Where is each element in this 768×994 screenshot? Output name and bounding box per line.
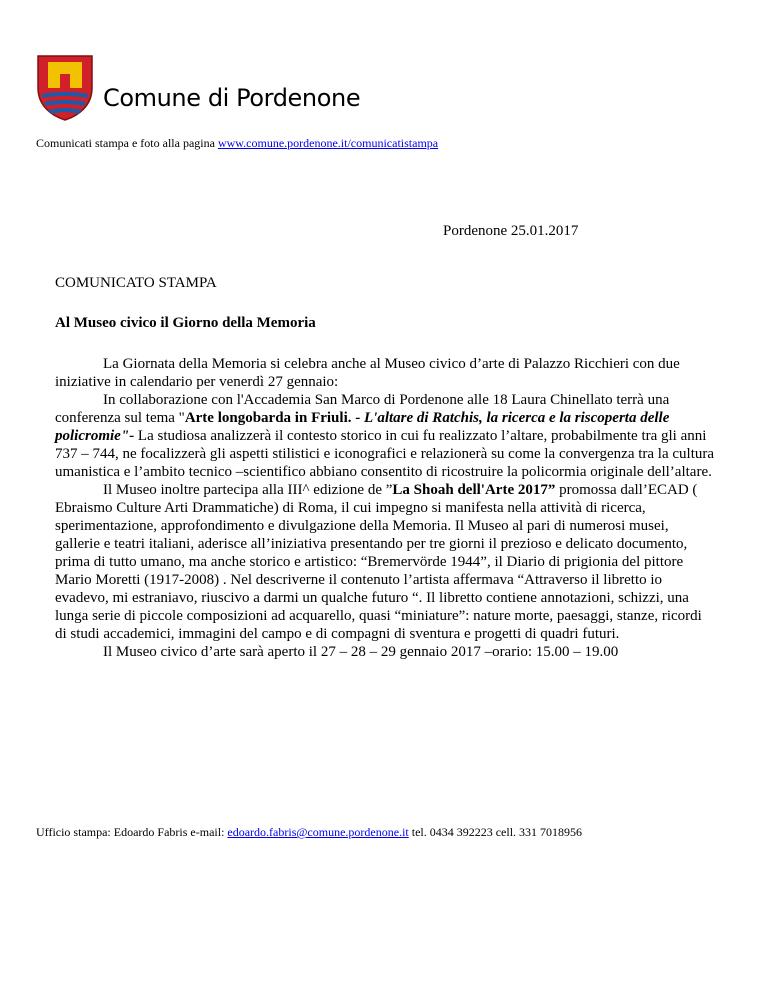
date-line: Pordenone 25.01.2017	[443, 223, 579, 239]
brand-name: Comune di Pordenone	[103, 84, 361, 112]
document-label: COMUNICATO STAMPA	[55, 275, 217, 291]
paragraph-text: Il Museo inoltre partecipa alla III^ edizione de ”	[103, 482, 393, 498]
paragraph-text: In collaborazione con l'Accademia San Marco di Pordenone alle 18 Laura Chinellato terrà una conferenza sul tema "	[55, 392, 670, 426]
paragraph-shoah	[55, 481, 715, 643]
footer-contacts: tel. 0434 392223 cell. 331 7018956	[408, 825, 583, 839]
paragraph-intro: La Giornata della Memoria si celebra anche al Museo civico d’arte di Palazzo Ricchieri con due iniziative in calendario per venerdì 27 gennaio:	[55, 356, 680, 390]
body-text	[55, 355, 715, 661]
talk-subtitle: L'altare di Ratchis, la ricerca e la riscoperta delle policromie"	[55, 410, 670, 444]
press-notice	[36, 136, 438, 151]
footer-prefix: Ufficio stampa: Edoardo Fabris e-mail:	[36, 825, 228, 839]
dash: -	[129, 428, 135, 444]
paragraph-text: promossa dall’ECAD ( Ebraismo Culture Arti Drammatiche) di Roma, il cui impegno si manifesta nella attività di ricerca, sperimentazione, approfondimento e divulgazione della Memoria. Il Museo al pari di numerosi musei, gallerie e teatri italiani, aderisce all’iniziativa presentando per tre giorni il prezioso e delicato documento, prima di tutto umano, ma anche storico e artistico: “Bremervörde 1944”, il Diario di prigionia del pittore Mario Moretti (1917-2008) . Nel descriverne il contenuto l’artista affermava “Attraverso il libretto io evadevo, mi estraniavo, riuscivo a darmi un qualche futuro “. Il libretto contiene annotazioni, schizzi, una lunga serie di piccole composizioni ad acquarello, quasi “miniature”: nature morte, paesaggi, stanze, ricordi di studi accademici, immagini del campo e di compagni di sventura e progetti di quadri futuri.	[55, 482, 702, 642]
event-title: La Shoah dell'Arte 2017”	[392, 482, 556, 498]
talk-title: Arte longobarda in Friuli. -	[184, 410, 361, 426]
press-office-footer	[36, 825, 582, 840]
paragraph-hours: Il Museo civico d’arte sarà aperto il 27 – 28 – 29 gennaio 2017 –orario: 15.00 – 19.00	[103, 644, 619, 660]
email-link[interactable]: edoardo.fabris@comune.pordenone.it	[227, 825, 409, 839]
paragraph-conference	[55, 391, 715, 481]
press-page-link[interactable]: www.comune.pordenone.it/comunicatistampa	[217, 136, 439, 150]
paragraph-text: La studiosa analizzerà il contesto storico in cui fu realizzato l’altare, probabilmente tra gli anni 737 – 744, ne focalizzerà gli aspetti stilistici e iconografici e relazionerà su come la convergenza tra la cultura umanistica e l’ambito tecnico –scientifico abbiano consentito di ricostruire la policormia originale dell’altare.	[55, 428, 715, 480]
coat-of-arms-icon	[34, 50, 96, 122]
press-notice-text: Comunicati stampa e foto alla pagina	[36, 136, 215, 150]
headline: Al Museo civico il Giorno della Memoria	[55, 315, 316, 331]
